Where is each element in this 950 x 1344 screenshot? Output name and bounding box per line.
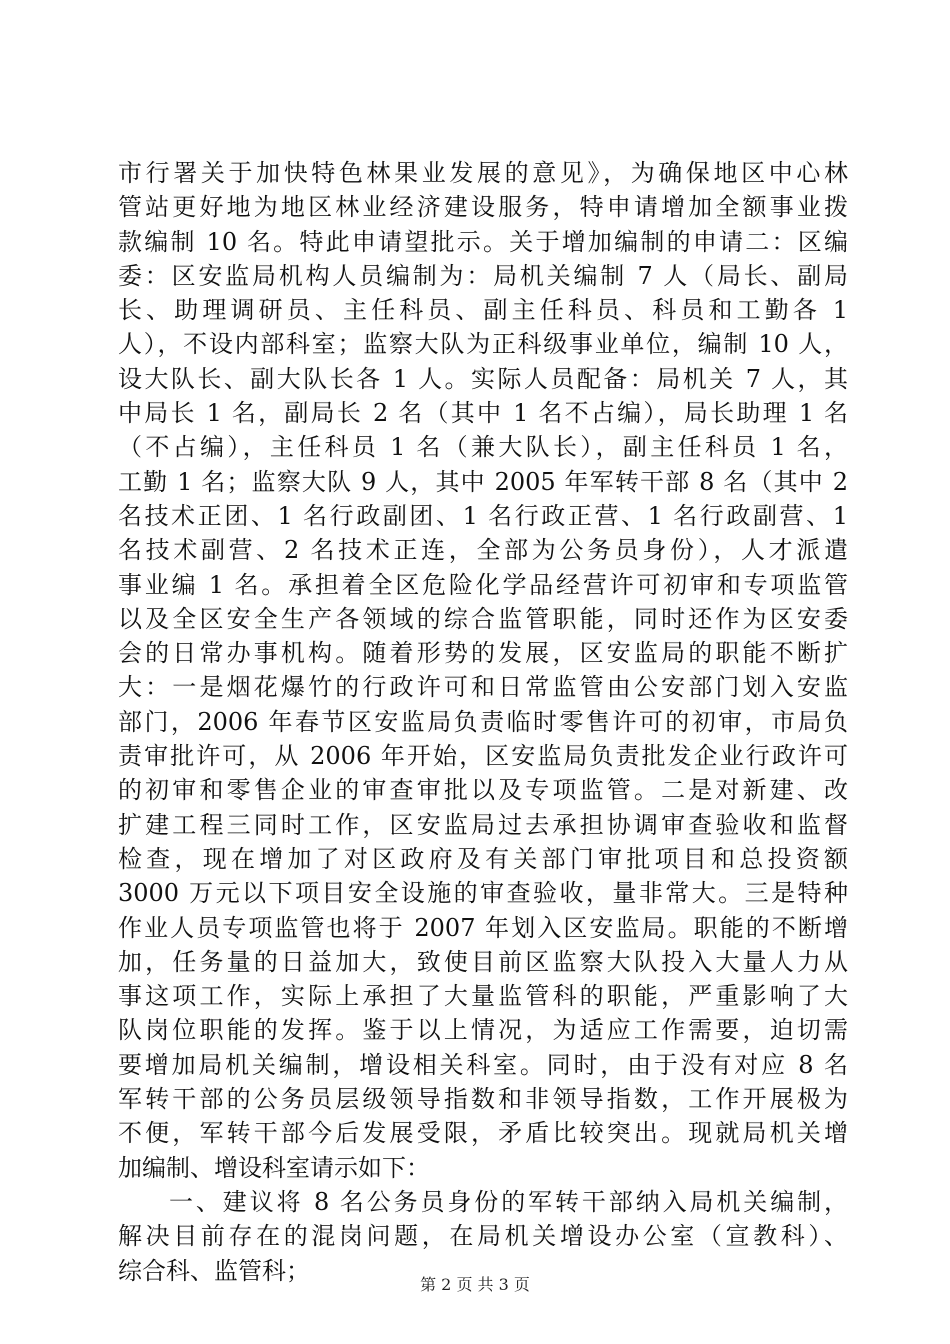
text-line: 事这项工作，实际上承担了大量监管科的职能，严重影响了大: [118, 982, 848, 1011]
text-line: （不占编），主任科员 1 名（兼大队长），副主任科员 1 名，: [118, 433, 848, 462]
text-line: 军转干部的公务员层级领导指数和非领导指数，工作开展极为: [118, 1085, 848, 1114]
text-line: 作业人员专项监管也将于 2007 年划入区安监局。职能的不断增: [118, 913, 848, 942]
text-line: 部门，2006 年春节区安监局负责临时零售许可的初审，市局负: [118, 707, 848, 736]
text-line: 设大队长、副大队长各 1 人。实际人员配备：局机关 7 人，其: [118, 364, 848, 393]
page-footer: 第 2 页 共 3 页: [420, 1275, 530, 1294]
body-text: [118, 156, 848, 1288]
text-line: 扩建工程三同时工作，区安监局过去承担协调审查验收和监督: [118, 810, 848, 839]
text-line: 责审批许可，从 2006 年开始，区安监局负责批发企业行政许可: [118, 742, 848, 771]
text-line: 中局长 1 名，副局长 2 名（其中 1 名不占编），局长助理 1 名: [118, 399, 848, 428]
text-line: 一、建议将 8 名公务员身份的军转干部纳入局机关编制，: [169, 1187, 848, 1216]
text-line: 要增加局机关编制，增设相关科室。同时，由于没有对应 8 名: [118, 1050, 848, 1079]
text-line: 款编制 10 名。特此申请望批示。关于增加编制的申请二：区编: [118, 227, 848, 256]
text-line: 加，任务量的日益加大，致使目前区监察大队投入大量人力从: [118, 947, 848, 976]
text-line: 解决目前存在的混岗问题，在局机关增设办公室（宣教科）、: [118, 1222, 848, 1251]
text-line: 大：一是烟花爆竹的行政许可和日常监管由公安部门划入安监: [118, 673, 848, 702]
text-line: 管站更好地为地区林业经济建设服务，特申请增加全额事业拨: [118, 193, 848, 222]
text-line: 加编制、增设科室请示如下：: [118, 1153, 430, 1182]
text-line: 3000 万元以下项目安全设施的审查验收，量非常大。三是特种: [118, 879, 848, 908]
text-line: 队岗位职能的发挥。鉴于以上情况，为适应工作需要，迫切需: [118, 1016, 848, 1045]
text-line: 市行署关于加快特色林果业发展的意见》，为确保地区中心林: [118, 159, 848, 187]
text-line: 事业编 1 名。承担着全区危险化学品经营许可初审和专项监管: [118, 570, 848, 599]
text-line: 检查，现在增加了对区政府及有关部门审批项目和总投资额: [118, 844, 848, 873]
text-line: 人），不设内部科室；监察大队为正科级事业单位，编制 10 人，: [118, 330, 848, 359]
text-line: 综合科、监管科；: [118, 1256, 310, 1285]
text-line: 不便，军转干部今后发展受限，矛盾比较突出。现就局机关增: [118, 1119, 848, 1148]
text-line: 委：区安监局机构人员编制为：局机关编制 7 人（局长、副局: [118, 261, 848, 290]
text-line: 名技术副营、2 名技术正连，全部为公务员身份），人才派遣: [118, 536, 848, 565]
text-line: 长、助理调研员、主任科员、副主任科员、科员和工勤各 1: [118, 296, 848, 325]
text-line: 工勤 1 名；监察大队 9 人，其中 2005 年军转干部 8 名（其中 2: [118, 467, 848, 496]
text-line: 的初审和零售企业的审查审批以及专项监管。二是对新建、改: [118, 776, 848, 805]
text-line: 以及全区安全生产各领域的综合监管职能，同时还作为区安委: [118, 604, 848, 633]
text-line: 会的日常办事机构。随着形势的发展，区安监局的职能不断扩: [118, 639, 848, 668]
text-line: 名技术正团、1 名行政副团、1 名行政正营、1 名行政副营、1: [118, 501, 848, 530]
